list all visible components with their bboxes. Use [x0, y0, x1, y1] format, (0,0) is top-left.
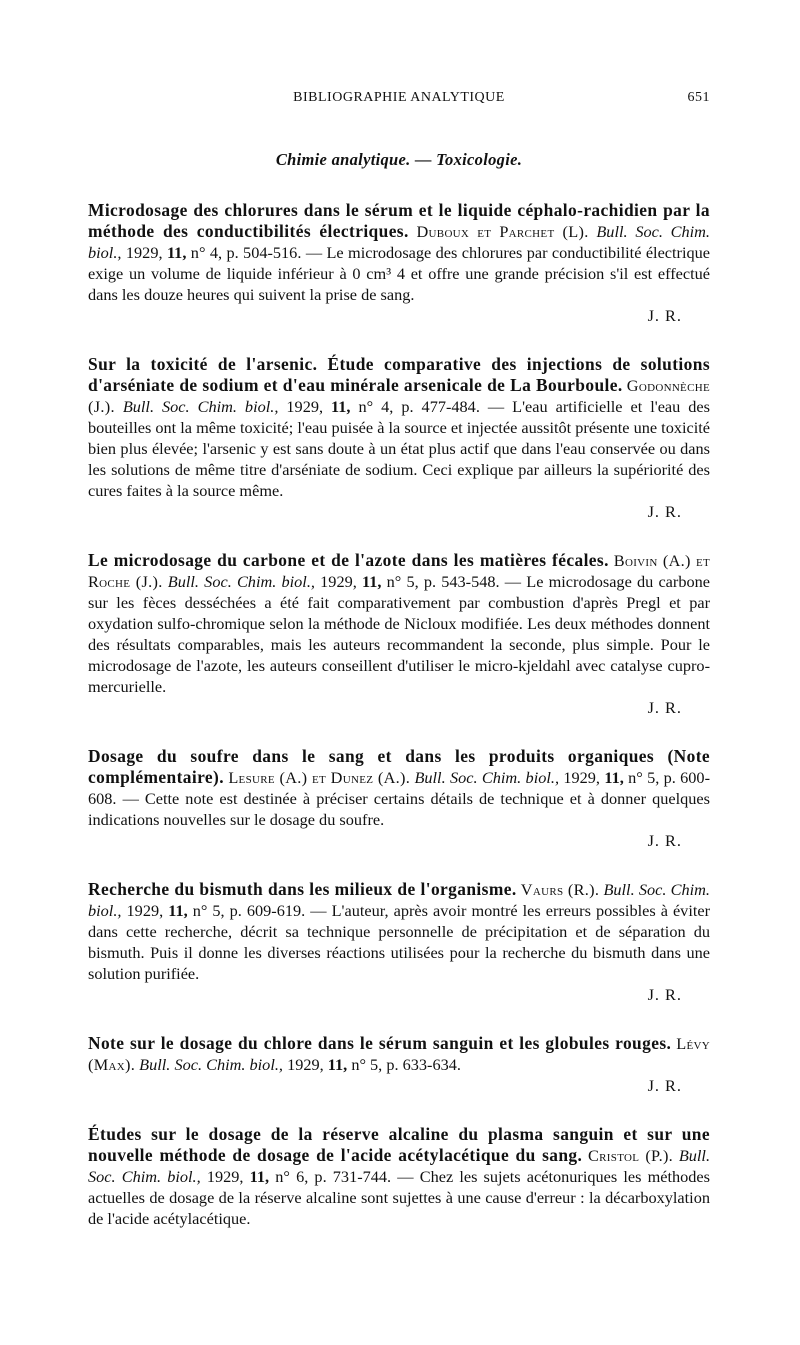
document-page: [88, 90, 710, 1229]
entry-title: Note sur le dosage du chlore dans le sérum sanguin et les globules rouges.: [88, 1033, 672, 1053]
entry-signature: J. R.: [647, 831, 682, 850]
entry-year: 1929,: [126, 901, 164, 920]
entries-list: [88, 200, 710, 1229]
bibliography-entry: [88, 354, 710, 522]
entry-volume: 11,: [249, 1167, 270, 1186]
entry-authors: Boivin (A.) et Roche (J.).: [88, 551, 711, 591]
bibliography-entry: [88, 550, 710, 718]
entry-authors: Lesure (A.) et Dunez (A.).: [228, 768, 411, 787]
entry-authors: Duboux et Parchet (L).: [416, 222, 589, 241]
entry-journal: Bull. Soc. Chim. biol.,: [122, 397, 279, 416]
entry-abstract: — L'eau artificielle et l'eau des bouteilles ont la même toxicité; l'eau puisée à la source et injectée aussitôt présente une toxicité bien plus élevée; l'arsenic y est sans doute à un état plus actif que dans l'eau conservée ou dans les solutions de même titre d'arséniate de sodium. Ceci explique par ailleurs la supériorité des cures faites à la source même.: [88, 397, 710, 500]
entry-authors: Cristol (P.).: [588, 1146, 674, 1165]
entry-title: Le microdosage du carbone et de l'azote dans les matières fécales.: [88, 550, 609, 570]
entry-abstract: — Le microdosage des chlorures par conductibilité électrique exige un volume de liquide inférieur à 0 cm³ 4 et offre une grande précision s'il est effectué dans les douze heures qui suivent la prise de sang.: [88, 243, 711, 304]
bibliography-entry: [88, 879, 710, 1005]
entry-signature: J. R.: [647, 306, 682, 325]
page-number: 651: [687, 90, 710, 105]
running-title: BIBLIOGRAPHIE ANALYTIQUE: [293, 90, 505, 105]
entry-authors: Lévy (Max).: [88, 1034, 710, 1074]
entry-volume: 11,: [168, 901, 188, 920]
entry-pages: n° 4, p. 504-516.: [190, 243, 302, 262]
entry-abstract: — Le microdosage du carbone sur les fèces desséchées a été fait comparativement par combustion d'après Pregl et par oxydation sulfo-chromique selon la méthode de Nicloux modifiée. Les deux méthodes donnent des résultats comparables, mais les auteurs recommandent la seconde, plus simple. Pour le microdosage de l'azote, les auteurs conseillent d'utiliser le micro-kjeldahl avec catalyse cupro-mercurielle.: [88, 572, 710, 696]
entry-title: Sur la toxicité de l'arsenic. Étude comparative des injections de solutions d'arséniate de sodium et d'eau minérale arsenicale de La Bourboule.: [88, 354, 710, 395]
entry-year: 1929,: [125, 243, 163, 262]
section-title: Chimie analytique. — Toxicologie.: [275, 150, 523, 169]
entry-pages: n° 4, p. 477-484.: [358, 397, 480, 416]
entry-year: 1929,: [287, 1055, 324, 1074]
bibliography-entry: [88, 1124, 710, 1229]
entry-year: 1929,: [563, 768, 600, 787]
entry-year: 1929,: [320, 572, 357, 591]
entry-title: Dosage du soufre dans le sang et dans les produits organiques (Note complémentaire).: [88, 746, 710, 787]
entry-journal: Bull. Soc. Chim. biol.,: [88, 880, 710, 920]
entry-year: 1929,: [286, 397, 324, 416]
entry-signature: J. R.: [647, 502, 682, 521]
entry-journal: Bull. Soc. Chim. biol.,: [139, 1055, 283, 1074]
entry-volume: 11,: [604, 768, 624, 787]
entry-volume: 11,: [361, 572, 382, 591]
entry-journal: Bull. Soc. Chim. biol.,: [88, 1146, 711, 1186]
entry-journal: Bull. Soc. Chim. biol.,: [88, 222, 710, 262]
entry-signature: J. R.: [647, 1076, 682, 1095]
entry-pages: n° 5, p. 609-619.: [192, 901, 306, 920]
entry-signature: J. R.: [647, 985, 682, 1004]
bibliography-entry: [88, 200, 710, 326]
entry-volume: 11,: [331, 397, 351, 416]
page-header: [88, 90, 710, 112]
entry-volume: 11,: [327, 1055, 348, 1074]
entry-title: Microdosage des chlorures dans le sérum et le liquide céphalo-rachidien par la méthode des conductibilités électriques.: [88, 200, 710, 241]
entry-abstract: — Chez les sujets acétonuriques les méthodes actuelles de dosage de la réserve alcaline sont sujettes à une cause d'erreur : la décarboxylation de l'acide acétylacétique.: [88, 1167, 710, 1228]
entry-pages: n° 5, p. 543-548.: [386, 572, 500, 591]
entry-pages: n° 5, p. 633-634.: [351, 1055, 461, 1074]
entry-year: 1929,: [206, 1167, 244, 1186]
entry-authors: Godonnèche (J.).: [88, 376, 710, 416]
bibliography-entry: [88, 1033, 710, 1096]
entry-pages: n° 5, p. 600-608.: [88, 768, 710, 808]
bibliography-entry: [88, 746, 710, 851]
entry-title: Études sur le dosage de la réserve alcaline du plasma sanguin et sur une nouvelle méthode de dosage de l'acide acétylacétique du sang.: [88, 1124, 710, 1165]
entry-title: Recherche du bismuth dans les milieux de l'organisme.: [88, 879, 517, 899]
entry-abstract: — Cette note est destinée à préciser certains détails de technique et à donner quelques indications nouvelles sur le dosage du soufre.: [88, 789, 710, 829]
entry-signature: J. R.: [647, 698, 682, 717]
entry-journal: Bull. Soc. Chim. biol.,: [167, 572, 315, 591]
entry-volume: 11,: [166, 243, 187, 262]
entry-abstract: — L'auteur, après avoir montré les erreurs possibles à éviter dans cette recherche, décrit sa technique personnelle de précipitation et de séparation du bismuth. Puis il donne les diverses réactions utilisées pour la recherche du bismuth dans une solution purifiée.: [88, 901, 711, 983]
entry-authors: Vaurs (R.).: [520, 880, 600, 899]
entry-journal: Bull. Soc. Chim. biol.,: [414, 768, 560, 787]
entry-pages: n° 6, p. 731-744.: [275, 1167, 392, 1186]
